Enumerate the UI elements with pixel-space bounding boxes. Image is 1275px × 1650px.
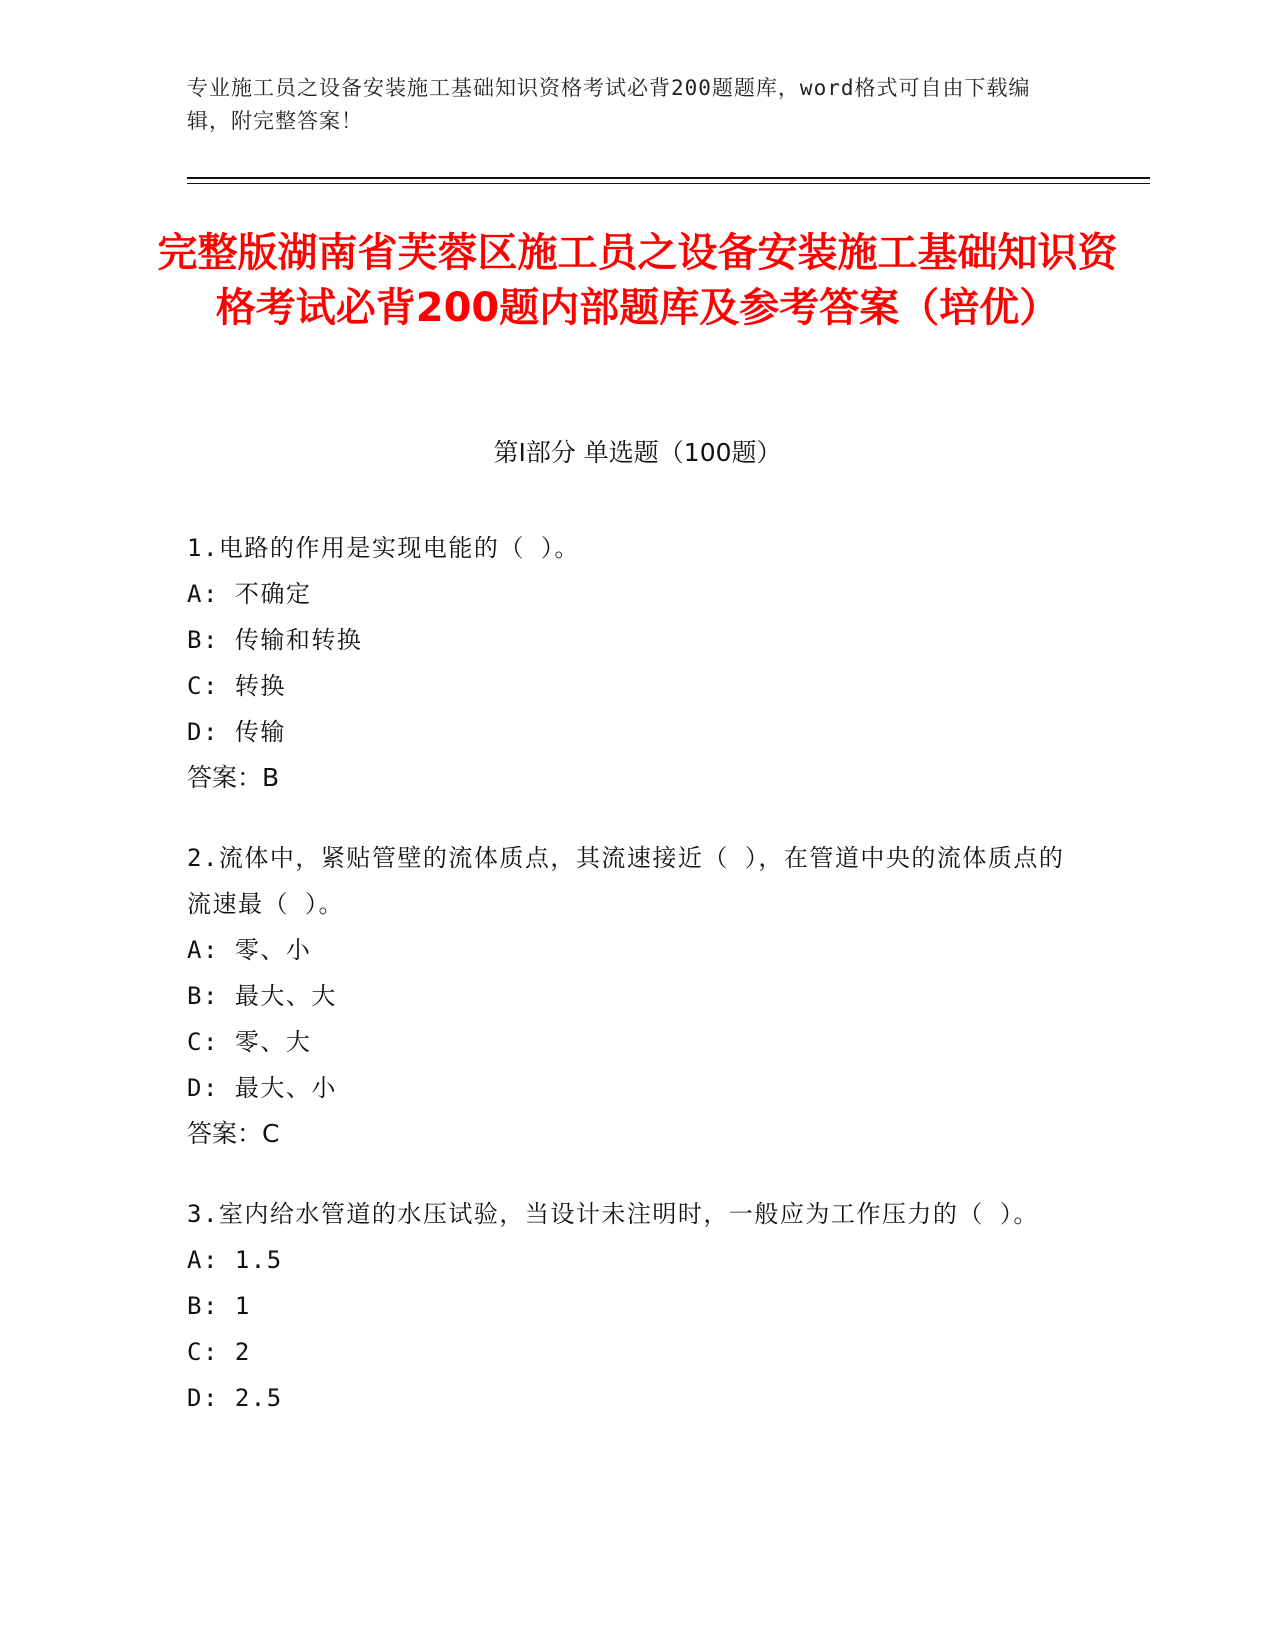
header-rule-thin	[187, 183, 1150, 184]
question-1	[187, 525, 1067, 801]
option-a: A: 不确定	[187, 580, 312, 608]
question-stem: 2.流体中，紧贴管壁的流体质点，其流速接近（ ），在管道中央的流体质点的流速最（ ）。	[187, 844, 1065, 918]
option-b: B: 1	[187, 1292, 251, 1320]
question-2	[187, 835, 1067, 1157]
answer: 答案：C	[187, 1119, 280, 1148]
question-stem: 1.电路的作用是实现电能的（ ）。	[187, 534, 580, 562]
header-rule-thick	[187, 177, 1150, 179]
question-3	[187, 1191, 1067, 1421]
option-c: C: 零、大	[187, 1028, 312, 1056]
option-b: B: 传输和转换	[187, 626, 363, 654]
answer: 答案：B	[187, 763, 280, 792]
header-note: 专业施工员之设备安装施工基础知识资格考试必背200题题库，word格式可自由下载编辑，附完整答案！	[187, 76, 1031, 133]
option-c: C: 2	[187, 1338, 251, 1366]
question-stem: 3.室内给水管道的水压试验，当设计未注明时，一般应为工作压力的（ ）。	[187, 1200, 1039, 1228]
option-d: D: 最大、小	[187, 1074, 337, 1102]
option-a: A: 1.5	[187, 1246, 283, 1274]
option-c: C: 转换	[187, 672, 286, 700]
document-title: 完整版湖南省芙蓉区施工员之设备安装施工基础知识资格考试必背200题内部题库及参考答案（培优）	[157, 230, 1118, 331]
option-a: A: 零、小	[187, 936, 312, 964]
question-list	[187, 525, 1067, 1455]
option-d: D: 传输	[187, 718, 286, 746]
option-d: D: 2.5	[187, 1384, 283, 1412]
option-b: B: 最大、大	[187, 982, 337, 1010]
section-title: 第Ⅰ部分 单选题（100题）	[493, 438, 782, 467]
